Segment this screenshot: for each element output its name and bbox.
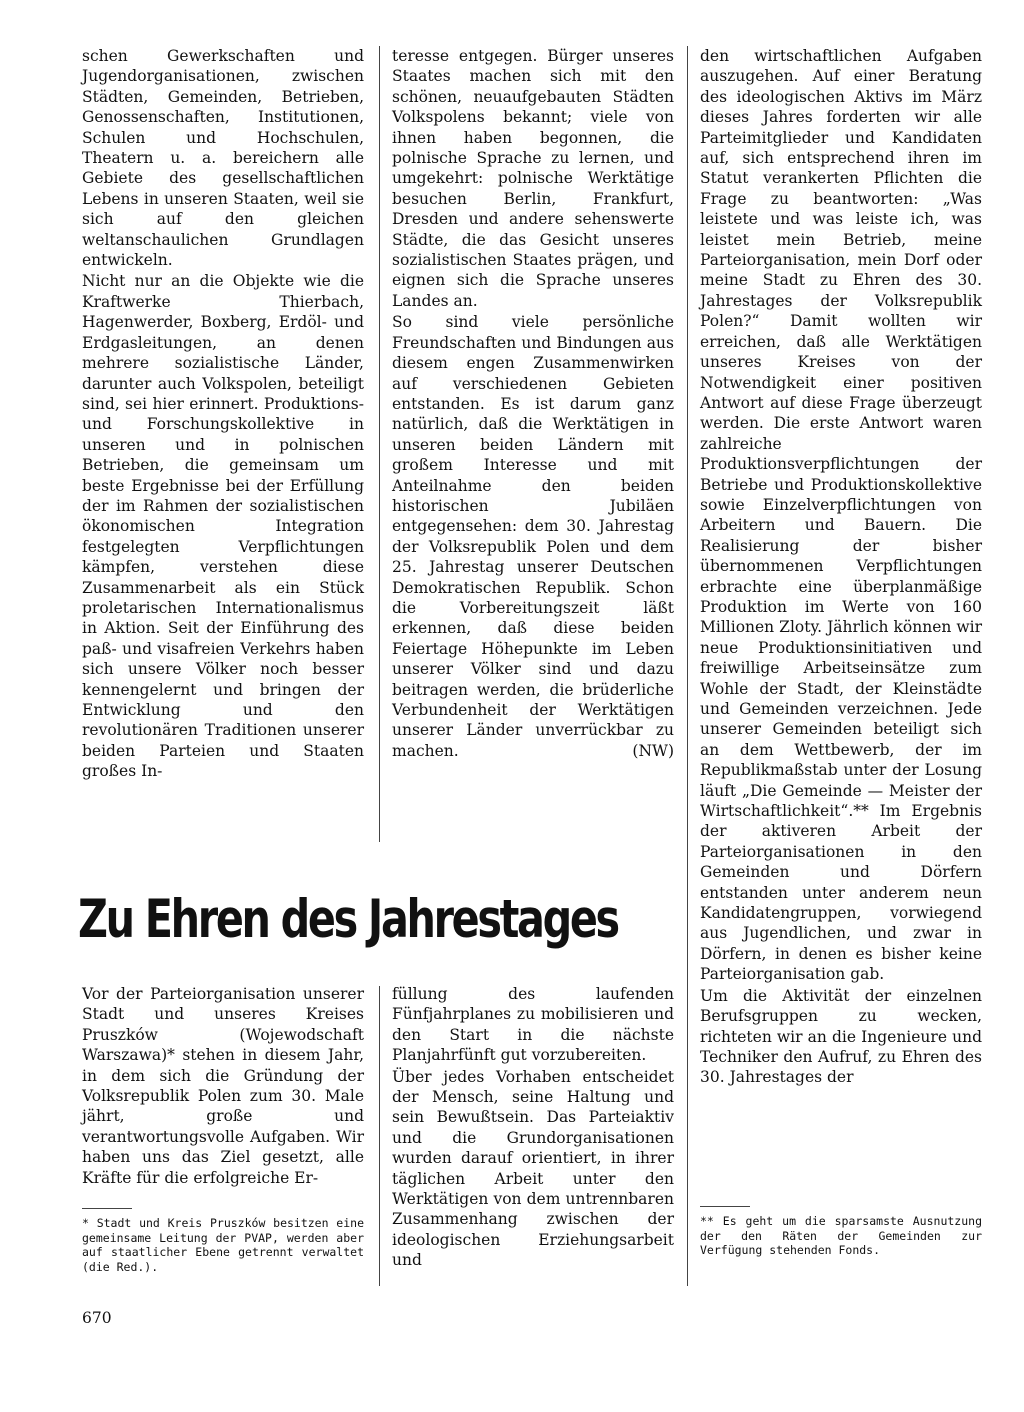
paragraph: Um die Aktivität der einzelnen Berufsgruppen zu wecken, richteten wir an die Ingenieure und Techniker den Aufruf, zu Ehren des 30. Jahrestages der [700, 986, 982, 1087]
paragraph: teresse entgegen. Bürger unseres Staates machen sich mit den schönen, neuaufgebauten Städten Volkspolens bekannt; viele von ihnen haben begonnen, die polnische Sprache zu lernen, und umgekehrt: polnische Werktätige besuchen Berlin, Frankfurt, Dresden und andere sehenswerte Städte, die das Gesicht unseres sozialistischen Staates prägen, und eignen sich die Sprache unseres Landes an. [392, 47, 674, 310]
footnote-rule [82, 1208, 132, 1209]
author-signature: (NW) [632, 741, 674, 760]
paragraph: füllung des laufenden Fünfjahrplanes zu mobilisieren und den Start in die nächste Planjahrfünft gut vorzubereiten. [392, 985, 674, 1065]
paragraph: Vor der Parteiorganisation unserer Stadt und unseres Kreises Pruszków (Wojewodschaft Warszawa)* stehen in diesem Jahr, in dem sich die Gründung der Volksrepublik Polen zum 30. Male jährt, große und verantwortungsvolle Aufgaben. Wir haben uns das Ziel gesetzt, alle Kräfte für die erfolgreiche Er- [82, 985, 364, 1187]
right-column [700, 46, 982, 1088]
bottom-column-1 [82, 984, 364, 1188]
bottom-column-2 [392, 984, 674, 1271]
top-column-1 [82, 46, 364, 782]
footnote-text: ** Es geht um die sparsamste Ausnutzung der den Räten der Gemeinden zur Verfügung stehenden Fonds. [700, 1214, 982, 1258]
paragraph-text: So sind viele persönliche Freundschaften und Bindungen aus diesem engen Zusammenwirken auf verschiedenen Gebieten entstanden. Es ist darum ganz natürlich, daß die Werktätigen in unseren beiden Ländern mit großem Interesse und mit Anteilnahme den beiden historischen Jubiläen entgegensehen: dem 30. Jahrestag der Volksrepublik Polen und dem 25. Jahrestag unserer Deutschen Demokratischen Republik. Schon die Vorbereitungszeit läßt erkennen, daß diese beiden Feiertage Höhepunkte im Leben unserer Völker sind und dazu beitragen werden, die brüderliche Verbundenheit der Werktätigen unserer Länder unverrückbar zu machen. [392, 313, 674, 760]
paragraph [392, 312, 674, 761]
paragraph: Über jedes Vorhaben entscheidet der Mensch, seine Haltung und sein Bewußtsein. Das Parteiaktiv und die Grundorganisationen wurden darauf orientiert, in ihrer täglichen Arbeit unter den Werktätigen von dem untrennbaren Zusammenhang zwischen der ideologischen Erziehungsarbeit und [392, 1067, 674, 1270]
column-rule [379, 46, 380, 842]
footnote-1 [82, 1216, 364, 1274]
paragraph: den wirtschaftlichen Aufgaben auszugehen. Auf einer Beratung des ideologischen Aktivs im März dieses Jahres forderten wir alle Parteimitglieder und Kandidaten auf, sich entsprechend ihren im Statut verankerten Pflichten die Frage zu beantworten: „Was leistete und was leiste ich, was leistet mein Betrieb, meine Parteiorganisation, mein Dorf oder meine Stadt zu Ehren des 30. Jahrestages der Volksrepublik Polen?“ Damit wollten wir erreichen, daß alle Werktätigen unseres Kreises von der Notwendigkeit einer positiven Antwort auf diese Frage überzeugt werden. Die erste Antwort waren zahlreiche Produktionsverpflichtungen der Betriebe und Produktionskollektive sowie Einzelverpflichtungen von Arbeitern und Bauern. Die Realisierung der bisher übernommenen Verpflichtungen erbrachte eine überplanmäßige Produktion im Werte von 160 Millionen Zloty. Jährlich können wir neue Produktionsinitiativen und freiwillige Arbeitseinsätze zum Wohle der Stadt, der Kleinstädte und Gemeinden verzeichnen. Jede unserer Gemeinden beteiligt sich an dem Wettbewerb, der im Republikmaßstab unter der Losung läuft „Die Gemeinde — Meister der Wirtschaftlichkeit“.** Im Ergebnis der aktiveren Arbeit der Parteiorganisationen in den Gemeinden und Dörfern entstanden unter anderem neun Kandidatengruppen, vorwiegend aus Jugendlichen, und zwar in Dörfern, in denen es bisher keine Parteiorganisation gab. [700, 47, 982, 984]
article-headline: Zu Ehren des Jahrestages [78, 889, 618, 950]
paragraph: Nicht nur an die Objekte wie die Kraftwerke Thierbach, Hagenwerder, Boxberg, Erdöl- und Erdgasleitungen, an denen mehrere sozialistische Länder, darunter auch Volkspolen, beteiligt sind, sei hier erinnert. Produktions- und Forschungskollektive in unseren und in polnischen Betrieben, die gemeinsam um beste Ergebnisse bei der Erfüllung der im Rahmen der sozialistischen ökonomischen Integration festgelegten Verpflichtungen kämpfen, verstehen diese Zusammenarbeit als ein Stück proletarischen Internationalismus in Aktion. Seit der Einführung des paß- und visafreien Verkehrs haben sich unsere Völker noch besser kennengelernt und bringen der Entwicklung und den revolutionären Traditionen unserer beiden Parteien und Staaten großes In- [82, 272, 364, 781]
footnote-2 [700, 1214, 982, 1258]
column-rule [687, 46, 688, 1286]
footnote-text: * Stadt und Kreis Pruszków besitzen eine gemeinsame Leitung der PVAP, werden aber auf staatlicher Ebene getrennt verwaltet (die Red.). [82, 1216, 364, 1274]
page-number: 670 [82, 1309, 112, 1327]
column-rule [379, 986, 380, 1286]
top-column-2 [392, 46, 674, 761]
paragraph: schen Gewerkschaften und Jugendorganisationen, zwischen Städten, Gemeinden, Betrieben, Genossenschaften, Institutionen, Schulen und Hochschulen, Theatern u. a. bereichern alle Gebiete des gesellschaftlichen Lebens in unseren Staaten, weil sie sich auf den gleichen weltanschaulichen Grundlagen entwickeln. [82, 47, 364, 270]
footnote-rule [700, 1206, 750, 1207]
